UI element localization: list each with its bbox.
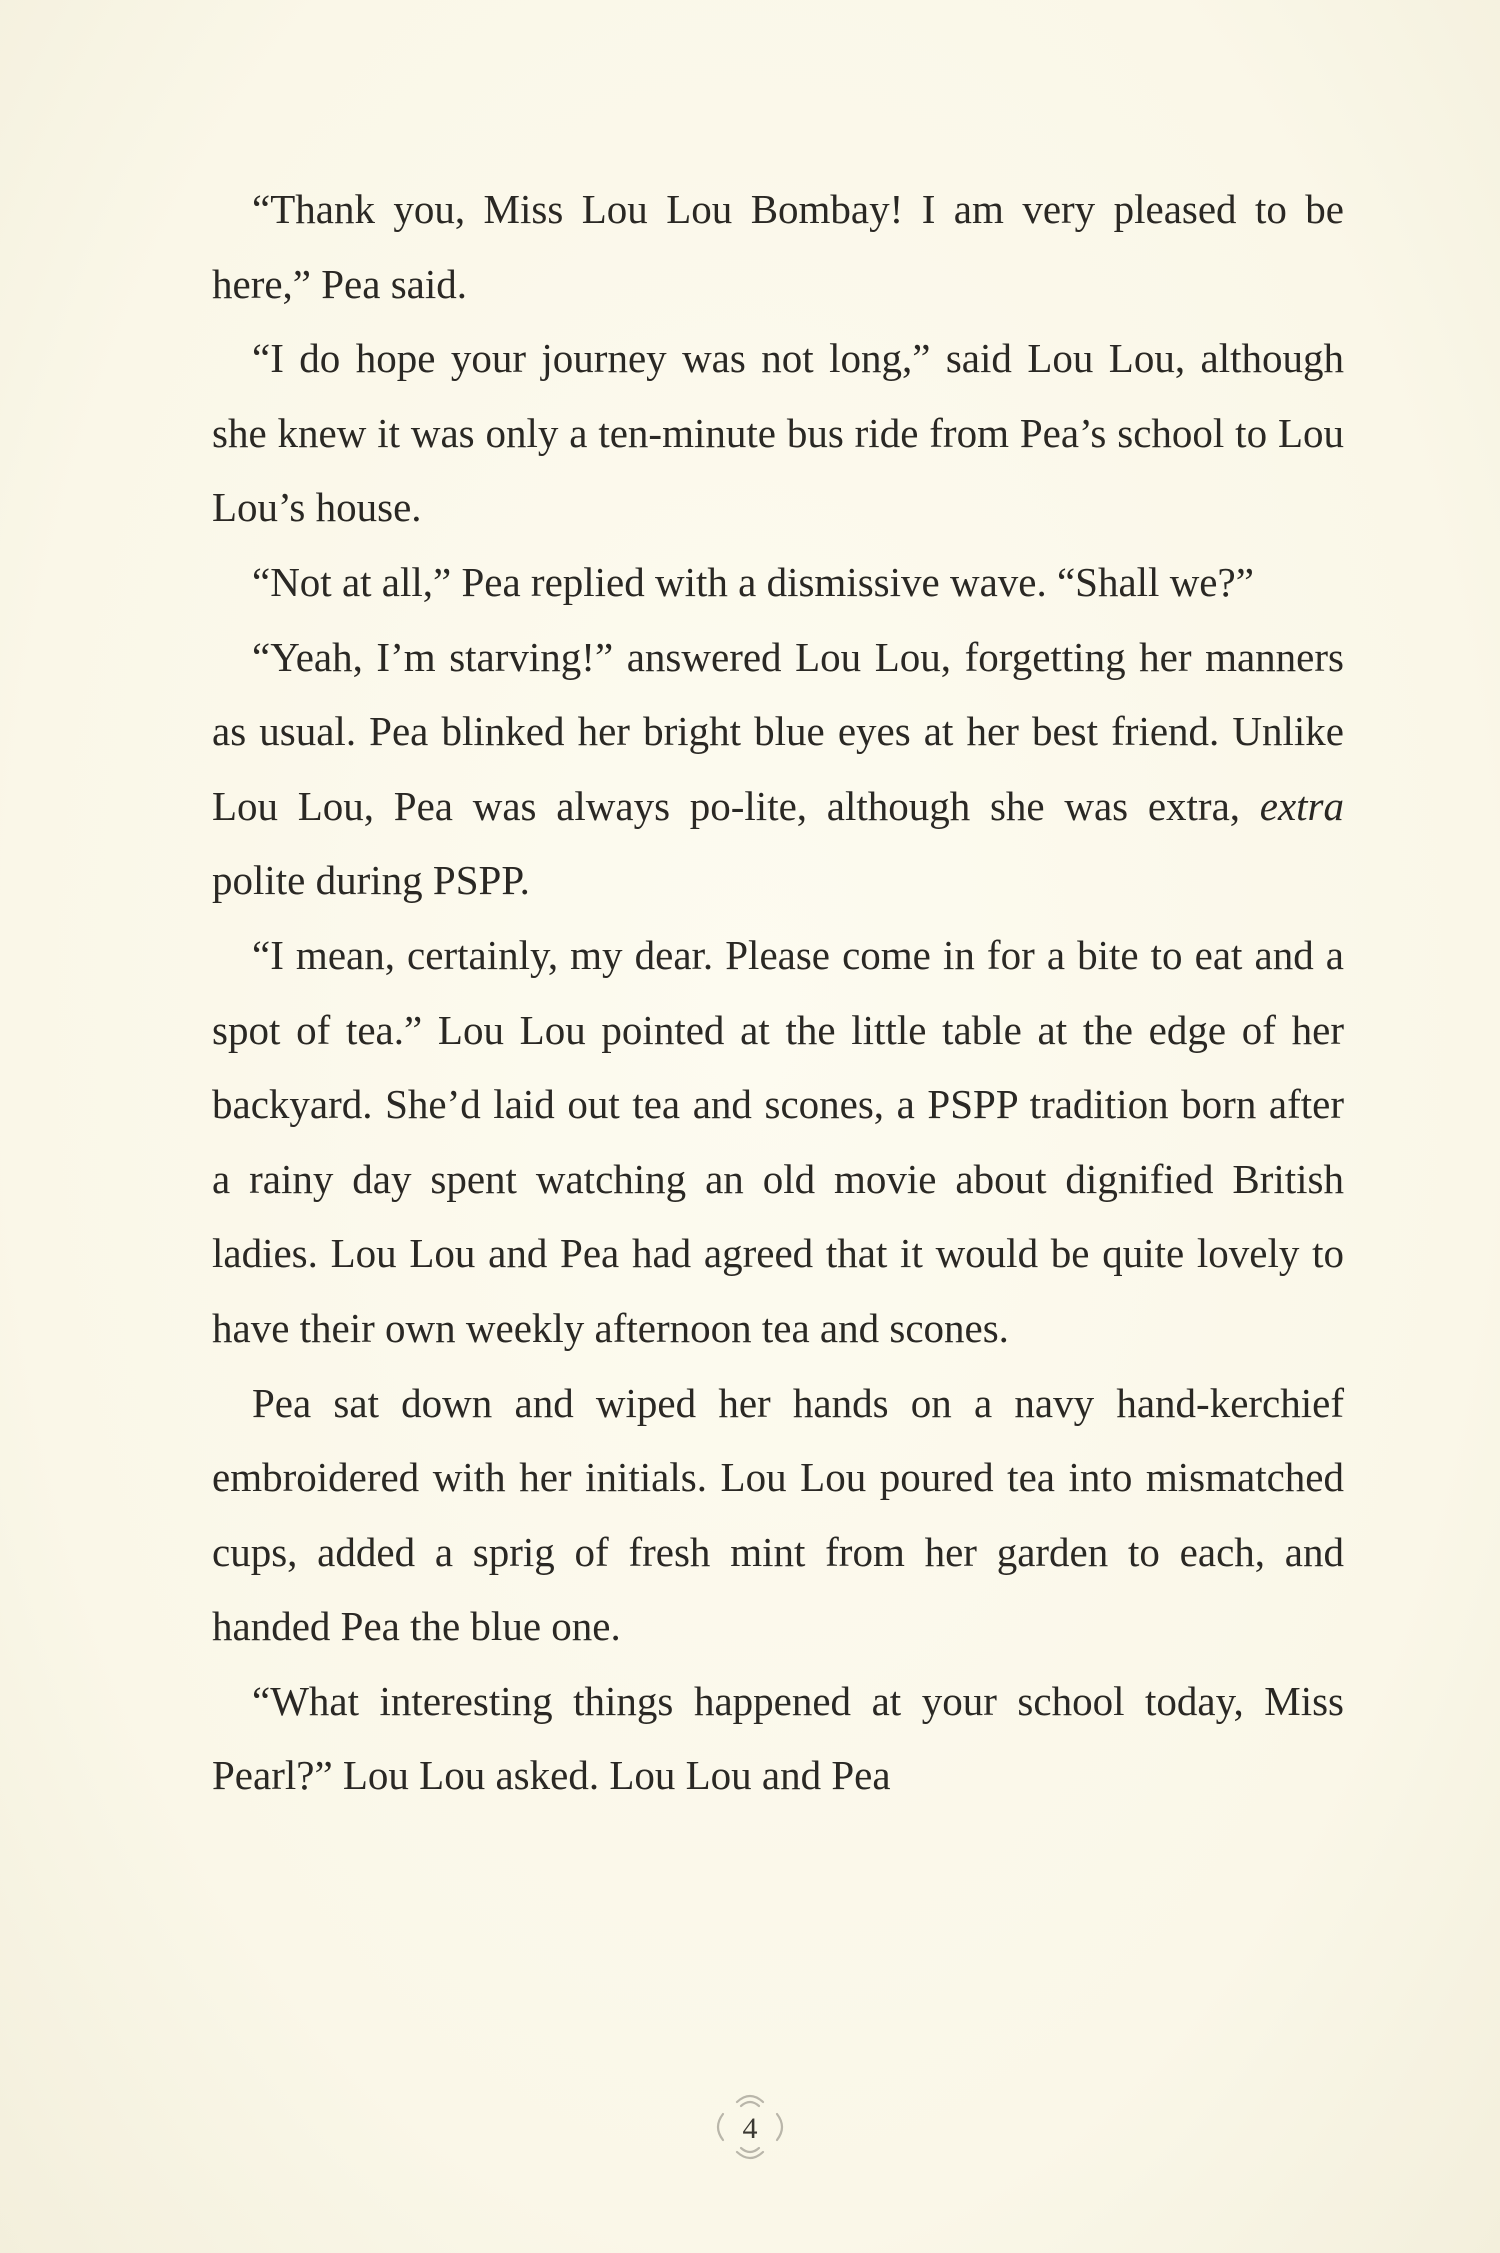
body-text	[212, 172, 1344, 1813]
paragraph-3: “Not at all,” Pea replied with a dismissive wave. “Shall we?”	[252, 558, 1254, 605]
page-number: 4	[742, 2112, 758, 2145]
emphasis-extra: extra	[1259, 782, 1344, 829]
paragraph-2: “I do hope your journey was not long,” said Lou Lou, although she knew it was only a ten-minute bus ride from Pea’s school to Lou Lou’s house.	[212, 335, 1344, 531]
paragraph-4: “Yeah, I’m starving!” answered Lou Lou, forgetting her manners as usual. Pea blinked her bright blue eyes at her best friend. Unlike Lou Lou, Pea was always po-lite, although she was extra, extra polite during PSPP.	[212, 633, 1344, 904]
paragraph-5: “I mean, certainly, my dear. Please come in for a bite to eat and a spot of tea.” Lou Lou pointed at the little table at the edge of her backyard. She’d laid out tea and scones, a PSPP tradition born after a rainy day spent watching an old movie about dignified British ladies. Lou Lou and Pea had agreed that it would be quite lovely to have their own weekly afternoon tea and scones.	[212, 931, 1344, 1351]
paragraph-6: Pea sat down and wiped her hands on a navy hand-kerchief embroidered with her initials. Lou Lou poured tea into mismatched cups, added a sprig of fresh mint from her garden to each, and handed Pea the blue one.	[212, 1379, 1344, 1650]
paragraph-1: “Thank you, Miss Lou Lou Bombay! I am very pleased to be here,” Pea said.	[212, 186, 1344, 307]
paragraph-7: “What interesting things happened at your school today, Miss Pearl?” Lou Lou asked. Lou Lou and Pea	[212, 1677, 1344, 1799]
